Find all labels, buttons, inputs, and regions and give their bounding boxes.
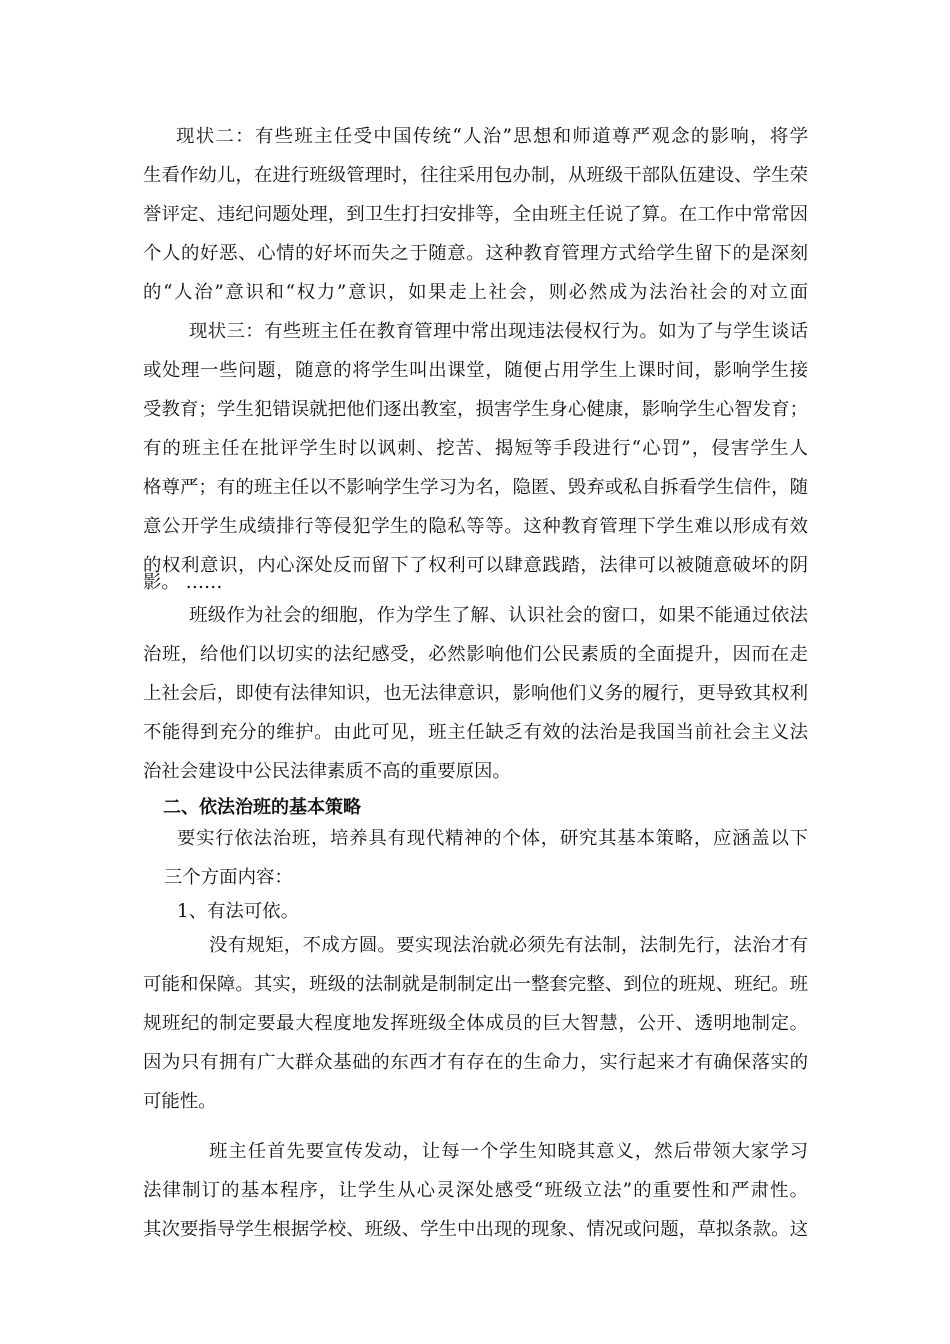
paragraph-line: 的“人治”意识和“权力”意识，如果走上社会，则必然成为法治社会的对立面 [143, 282, 808, 303]
list-item-heading: 1、有法可依。 [177, 901, 300, 922]
paragraph-line: 没有规矩，不成方圆。要实现法治就必须先有法制，法制先行，法治才有 [209, 935, 808, 956]
paragraph-line: 其次要指导学生根据学校、班级、学生中出现的现象、情况或问题，草拟条款。这 [143, 1219, 808, 1240]
paragraph-line: 不能得到充分的维护。由此可见，班主任缺乏有效的法治是我国当前社会主义法 [143, 722, 808, 743]
paragraph-line: 有的班主任在批评学生时以讽刺、挖苦、揭短等手段进行“心罚”，侵害学生人 [143, 438, 808, 459]
paragraph-line: 规班纪的制定要最大程度地发挥班级全体成员的巨大智慧，公开、透明地制定。 [143, 1013, 808, 1034]
paragraph-line: 法律制订的基本程序，让学生从心灵深处感受“班级立法”的重要性和严肃性。 [143, 1180, 808, 1201]
paragraph-line: 可能性。 [143, 1091, 217, 1112]
paragraph-line: 个人的好恶、心情的好坏而失之于随意。这种教育管理方式给学生留下的是深刻 [143, 243, 808, 264]
paragraph-line: 的权利意识，内心深处反而留下了权利可以肆意践踏，法律可以被随意破坏的阴 [143, 555, 808, 576]
section-heading: 二、依法治班的基本策略 [163, 797, 361, 818]
paragraph-line: 要实行依法治班，培养具有现代精神的个体，研究其基本策略，应涵盖以下 [177, 828, 808, 849]
paragraph-line: 可能和保障。其实，班级的法制就是制制定出一整套完整、到位的班规、班纪。班 [143, 974, 808, 995]
paragraph-line: 生看作幼儿，在进行班级管理时，往往采用包办制，从班级干部队伍建设、学生荣 [143, 165, 808, 186]
paragraph-line: 影。 …… [143, 572, 223, 593]
paragraph-line: 现状三：有些班主任在教育管理中常出现违法侵权行为。如为了与学生谈话 [189, 321, 808, 342]
paragraph-line: 三个方面内容： [164, 867, 293, 888]
paragraph-line: 格尊严；有的班主任以不影响学生学习为名，隐匿、毁弃或私自拆看学生信件，随 [143, 477, 808, 498]
paragraph-line: 因为只有拥有广大群众基础的东西才有存在的生命力，实行起来才有确保落实的 [143, 1052, 808, 1073]
paragraph-line: 意公开学生成绩排行等侵犯学生的隐私等等。这种教育管理下学生难以形成有效 [143, 516, 808, 537]
paragraph-line: 治班，给他们以切实的法纪感受，必然影响他们公民素质的全面提升，因而在走 [143, 644, 808, 665]
paragraph-line: 或处理一些问题，随意的将学生叫出课堂，随便占用学生上课时间，影响学生接 [143, 360, 808, 381]
paragraph-line: 班主任首先要宣传发动，让每一个学生知晓其意义，然后带领大家学习 [209, 1141, 808, 1162]
paragraph-line: 班级作为社会的细胞，作为学生了解、认识社会的窗口，如果不能通过依法 [189, 605, 808, 626]
paragraph-line: 受教育；学生犯错误就把他们逐出教室，损害学生身心健康，影响学生心智发育； [143, 399, 808, 420]
paragraph-line: 誉评定、违纪问题处理，到卫生打扫安排等，全由班主任说了算。在工作中常常因 [143, 204, 808, 225]
paragraph-line: 现状二：有些班主任受中国传统“人治”思想和师道尊严观念的影响，将学 [176, 126, 808, 147]
paragraph-line: 上社会后，即使有法律知识，也无法律意识，影响他们义务的履行，更导致其权利 [143, 683, 808, 704]
paragraph-line: 治社会建设中公民法律素质不高的重要原因。 [143, 761, 511, 782]
